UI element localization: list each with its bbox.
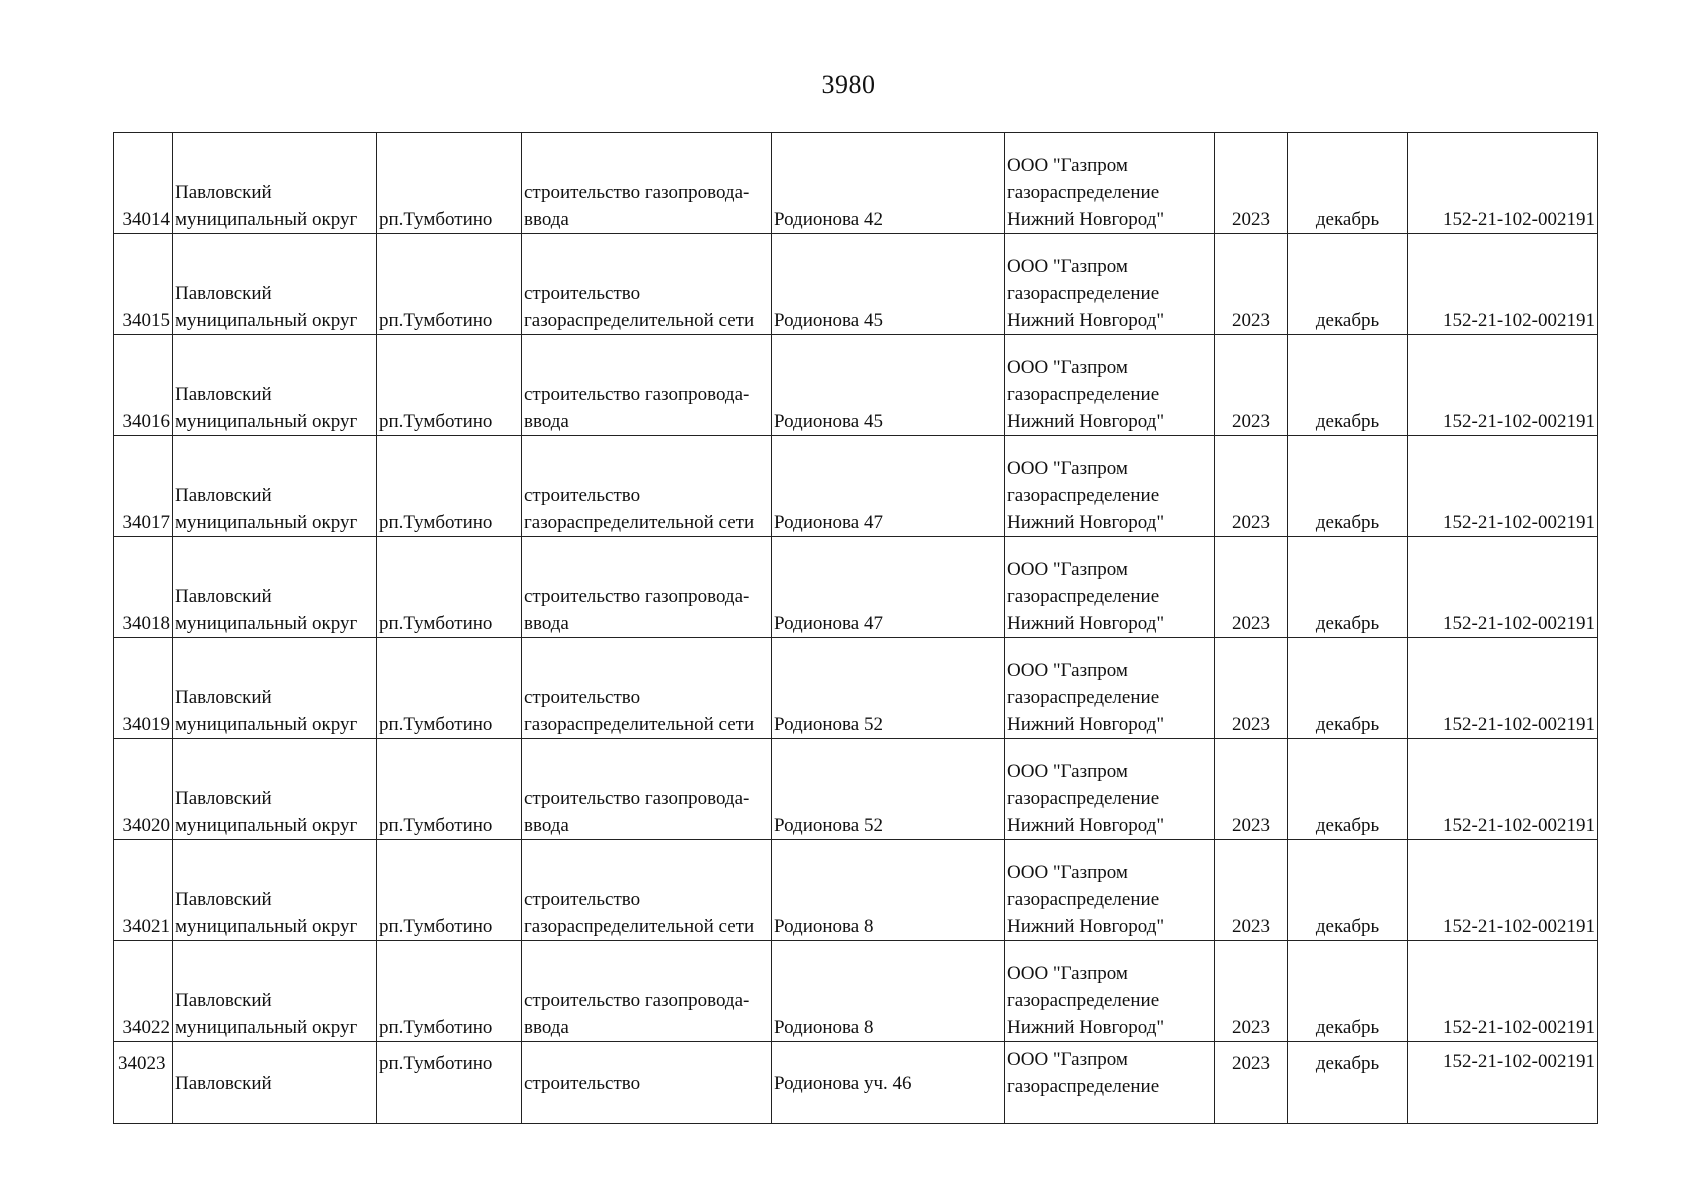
month-cell: декабрь xyxy=(1288,436,1408,537)
work-type-cell-line: строительство газопровода- xyxy=(524,990,750,1011)
organization-cell-line: Нижний Новгород" xyxy=(1007,411,1165,432)
year-cell: 2023 xyxy=(1215,133,1288,234)
month-cell: декабрь xyxy=(1288,335,1408,436)
organization-cell-line: ООО "Газпром xyxy=(1007,256,1128,277)
organization-cell-line: газораспределение xyxy=(1007,384,1160,405)
registry-code-cell: 152-21-102-002191 xyxy=(1408,335,1598,436)
table-row xyxy=(114,840,1598,941)
district-cell-line: муниципальный округ xyxy=(175,714,358,735)
district-cell-line: муниципальный округ xyxy=(175,916,358,937)
table-row xyxy=(114,335,1598,436)
work-type-cell-line: строительство газопровода- xyxy=(524,182,750,203)
locality-cell: рп.Тумботино xyxy=(377,941,522,1042)
year-cell: 2023 xyxy=(1215,840,1288,941)
organization-cell-line: газораспределение xyxy=(1007,990,1160,1011)
locality-cell: рп.Тумботино xyxy=(377,840,522,941)
organization-cell-line: Нижний Новгород" xyxy=(1007,1017,1165,1038)
organization-cell-line: газораспределение xyxy=(1007,1076,1160,1097)
work-type-cell xyxy=(522,335,772,436)
table-row-partial xyxy=(114,1042,1598,1124)
record-number: 34019 xyxy=(114,638,173,739)
work-type-cell-line: ввода xyxy=(524,613,569,634)
organization-cell-line: Нижний Новгород" xyxy=(1007,512,1165,533)
work-type-cell xyxy=(522,941,772,1042)
year-cell: 2023 xyxy=(1215,941,1288,1042)
organization-cell-line: ООО "Газпром xyxy=(1007,1049,1128,1070)
work-type-cell-line: ввода xyxy=(524,411,569,432)
locality-cell: рп.Тумботино xyxy=(377,537,522,638)
district-cell-line: муниципальный округ xyxy=(175,209,358,230)
organization-cell xyxy=(1005,840,1215,941)
address-cell: Родионова уч. 46 xyxy=(772,1042,1005,1124)
month-cell: декабрь xyxy=(1288,133,1408,234)
year-cell: 2023 xyxy=(1215,1042,1288,1124)
district-cell xyxy=(173,1042,377,1124)
month-cell: декабрь xyxy=(1288,537,1408,638)
locality-cell: рп.Тумботино xyxy=(377,739,522,840)
organization-cell-line: газораспределение xyxy=(1007,283,1160,304)
work-type-cell xyxy=(522,133,772,234)
year-cell: 2023 xyxy=(1215,234,1288,335)
year-cell: 2023 xyxy=(1215,537,1288,638)
record-number: 34017 xyxy=(114,436,173,537)
organization-cell-line: ООО "Газпром xyxy=(1007,559,1128,580)
district-cell-line: Павловский xyxy=(175,586,272,607)
locality-cell: рп.Тумботино xyxy=(377,1042,522,1124)
organization-cell-line: Нижний Новгород" xyxy=(1007,815,1165,836)
locality-cell: рп.Тумботино xyxy=(377,234,522,335)
registry-code-cell: 152-21-102-002191 xyxy=(1408,133,1598,234)
registry-code-cell: 152-21-102-002191 xyxy=(1408,638,1598,739)
record-number: 34021 xyxy=(114,840,173,941)
table-row xyxy=(114,133,1598,234)
table-row xyxy=(114,739,1598,840)
record-number: 34022 xyxy=(114,941,173,1042)
organization-cell xyxy=(1005,436,1215,537)
district-cell xyxy=(173,436,377,537)
organization-cell-line: ООО "Газпром xyxy=(1007,357,1128,378)
district-cell xyxy=(173,739,377,840)
organization-cell-line: Нижний Новгород" xyxy=(1007,613,1165,634)
organization-cell xyxy=(1005,941,1215,1042)
registry-code-cell: 152-21-102-002191 xyxy=(1408,840,1598,941)
work-type-cell xyxy=(522,537,772,638)
organization-cell xyxy=(1005,1042,1215,1124)
district-cell-line: муниципальный округ xyxy=(175,310,358,331)
locality-cell: рп.Тумботино xyxy=(377,335,522,436)
district-cell-line: Павловский xyxy=(175,1073,272,1094)
record-number: 34015 xyxy=(114,234,173,335)
year-cell: 2023 xyxy=(1215,436,1288,537)
registry-code-cell: 152-21-102-002191 xyxy=(1408,739,1598,840)
month-cell: декабрь xyxy=(1288,234,1408,335)
table-row xyxy=(114,537,1598,638)
organization-cell-line: газораспределение xyxy=(1007,889,1160,910)
organization-cell xyxy=(1005,234,1215,335)
table-row xyxy=(114,638,1598,739)
address-cell: Родионова 52 xyxy=(772,638,1005,739)
month-cell: декабрь xyxy=(1288,941,1408,1042)
work-type-cell xyxy=(522,638,772,739)
locality-cell: рп.Тумботино xyxy=(377,436,522,537)
district-cell-line: муниципальный округ xyxy=(175,815,358,836)
organization-cell-line: газораспределение xyxy=(1007,485,1160,506)
work-type-cell-line: ввода xyxy=(524,209,569,230)
district-cell-line: муниципальный округ xyxy=(175,411,358,432)
record-number: 34016 xyxy=(114,335,173,436)
district-cell xyxy=(173,234,377,335)
organization-cell-line: Нижний Новгород" xyxy=(1007,714,1165,735)
address-cell: Родионова 47 xyxy=(772,436,1005,537)
organization-cell-line: газораспределение xyxy=(1007,687,1160,708)
address-cell: Родионова 52 xyxy=(772,739,1005,840)
registry-code-cell: 152-21-102-002191 xyxy=(1408,537,1598,638)
organization-cell xyxy=(1005,537,1215,638)
organization-cell-line: ООО "Газпром xyxy=(1007,155,1128,176)
year-cell: 2023 xyxy=(1215,638,1288,739)
district-cell-line: Павловский xyxy=(175,687,272,708)
organization-cell-line: ООО "Газпром xyxy=(1007,963,1128,984)
year-cell: 2023 xyxy=(1215,739,1288,840)
district-cell xyxy=(173,840,377,941)
address-cell: Родионова 45 xyxy=(772,335,1005,436)
organization-cell-line: ООО "Газпром xyxy=(1007,458,1128,479)
work-type-cell-line: строительство xyxy=(524,687,641,708)
district-cell-line: Павловский xyxy=(175,182,272,203)
district-cell xyxy=(173,335,377,436)
organization-cell-line: Нижний Новгород" xyxy=(1007,310,1165,331)
locality-cell: рп.Тумботино xyxy=(377,638,522,739)
month-cell: декабрь xyxy=(1288,1042,1408,1124)
work-type-cell-line: строительство газопровода- xyxy=(524,384,750,405)
month-cell: декабрь xyxy=(1288,840,1408,941)
district-cell-line: Павловский xyxy=(175,485,272,506)
table-row xyxy=(114,436,1598,537)
work-type-cell-line: ввода xyxy=(524,815,569,836)
organization-cell xyxy=(1005,335,1215,436)
district-cell xyxy=(173,638,377,739)
work-type-cell-line: строительство xyxy=(524,889,641,910)
record-number: 34020 xyxy=(114,739,173,840)
work-type-cell xyxy=(522,739,772,840)
organization-cell xyxy=(1005,739,1215,840)
organization-cell xyxy=(1005,133,1215,234)
registry-code-cell: 152-21-102-002191 xyxy=(1408,234,1598,335)
work-type-cell-line: строительство газопровода- xyxy=(524,586,750,607)
work-type-cell xyxy=(522,436,772,537)
registry-table xyxy=(113,132,1598,1124)
month-cell: декабрь xyxy=(1288,638,1408,739)
work-type-cell xyxy=(522,1042,772,1124)
organization-cell-line: Нижний Новгород" xyxy=(1007,209,1165,230)
district-cell-line: Павловский xyxy=(175,283,272,304)
table-row xyxy=(114,941,1598,1042)
organization-cell xyxy=(1005,638,1215,739)
address-cell: Родионова 45 xyxy=(772,234,1005,335)
work-type-cell-line: строительство газопровода- xyxy=(524,788,750,809)
district-cell xyxy=(173,537,377,638)
district-cell xyxy=(173,941,377,1042)
district-cell-line: Павловский xyxy=(175,384,272,405)
organization-cell-line: ООО "Газпром xyxy=(1007,862,1128,883)
district-cell-line: муниципальный округ xyxy=(175,512,358,533)
work-type-cell xyxy=(522,840,772,941)
work-type-cell-line: строительство xyxy=(524,283,641,304)
page-number: 3980 xyxy=(821,70,876,99)
organization-cell-line: газораспределение xyxy=(1007,182,1160,203)
work-type-cell-line: газораспределительной сети xyxy=(524,512,755,533)
locality-cell: рп.Тумботино xyxy=(377,133,522,234)
record-number: 34014 xyxy=(114,133,173,234)
work-type-cell-line: газораспределительной сети xyxy=(524,916,755,937)
organization-cell-line: газораспределение xyxy=(1007,788,1160,809)
record-number: 34023 xyxy=(114,1042,173,1124)
district-cell-line: Павловский xyxy=(175,889,272,910)
address-cell: Родионова 8 xyxy=(772,941,1005,1042)
organization-cell-line: Нижний Новгород" xyxy=(1007,916,1165,937)
district-cell xyxy=(173,133,377,234)
year-cell: 2023 xyxy=(1215,335,1288,436)
registry-code-cell: 152-21-102-002191 xyxy=(1408,941,1598,1042)
table-row xyxy=(114,234,1598,335)
work-type-cell-line: газораспределительной сети xyxy=(524,310,755,331)
registry-code-cell: 152-21-102-002191 xyxy=(1408,1042,1598,1124)
district-cell-line: муниципальный округ xyxy=(175,613,358,634)
address-cell: Родионова 47 xyxy=(772,537,1005,638)
work-type-cell-line: строительство xyxy=(524,1073,641,1094)
work-type-cell-line: газораспределительной сети xyxy=(524,714,755,735)
record-number: 34018 xyxy=(114,537,173,638)
organization-cell-line: газораспределение xyxy=(1007,586,1160,607)
work-type-cell-line: ввода xyxy=(524,1017,569,1038)
month-cell: декабрь xyxy=(1288,739,1408,840)
district-cell-line: Павловский xyxy=(175,788,272,809)
work-type-cell xyxy=(522,234,772,335)
address-cell: Родионова 8 xyxy=(772,840,1005,941)
district-cell-line: Павловский xyxy=(175,990,272,1011)
work-type-cell-line: строительство xyxy=(524,485,641,506)
registry-code-cell: 152-21-102-002191 xyxy=(1408,436,1598,537)
district-cell-line: муниципальный округ xyxy=(175,1017,358,1038)
organization-cell-line: ООО "Газпром xyxy=(1007,761,1128,782)
address-cell: Родионова 42 xyxy=(772,133,1005,234)
organization-cell-line: ООО "Газпром xyxy=(1007,660,1128,681)
